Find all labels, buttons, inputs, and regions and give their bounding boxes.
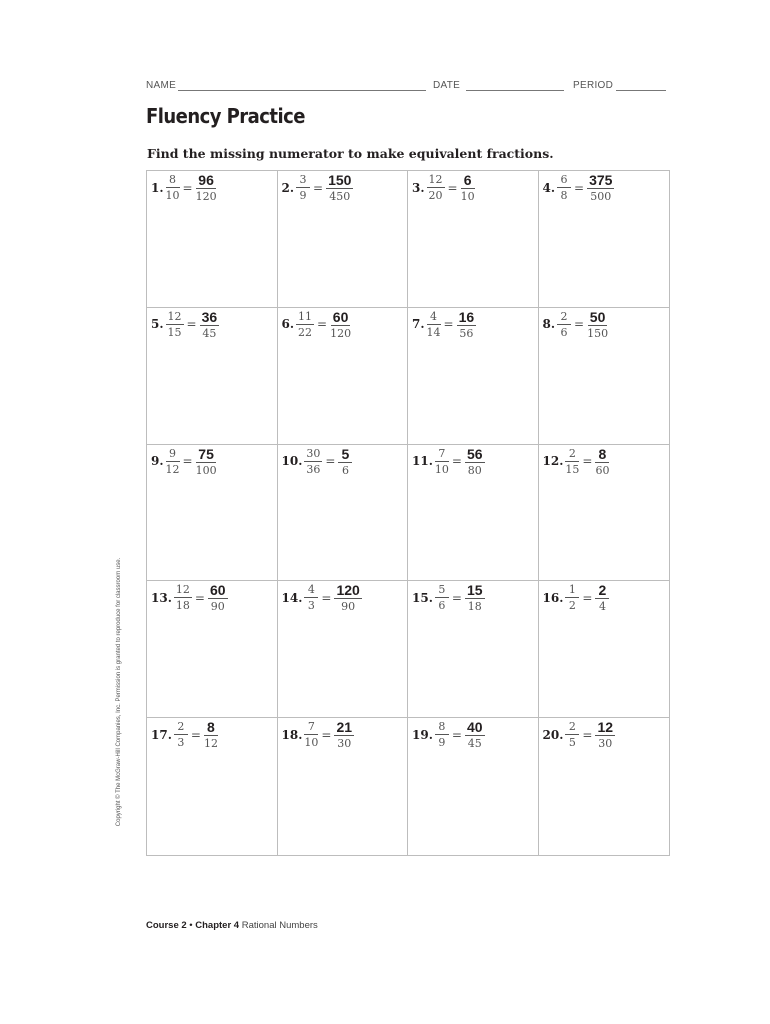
given-denominator: 20 <box>428 189 443 202</box>
problem-grid <box>146 170 670 856</box>
period-blank-line[interactable] <box>616 90 666 91</box>
answer-numerator[interactable]: 120 <box>336 582 360 599</box>
problem-equation <box>412 173 475 202</box>
given-denominator: 3 <box>177 736 185 750</box>
problem-equation <box>151 173 217 202</box>
problem-cell <box>147 718 278 855</box>
equivalent-fraction <box>587 310 608 339</box>
answer-numerator[interactable]: 5 <box>338 447 352 463</box>
equals-sign: = <box>451 454 462 469</box>
equals-sign: = <box>447 180 458 195</box>
problem-equation <box>282 173 354 202</box>
answer-numerator[interactable]: 50 <box>589 308 606 325</box>
answer-numerator[interactable]: 60 <box>209 582 226 599</box>
answer-numerator[interactable]: 15 <box>466 582 483 599</box>
problem-cell <box>539 718 670 855</box>
problem-equation <box>282 447 353 476</box>
problem-cell <box>408 445 539 582</box>
given-numerator: 1 <box>565 584 579 598</box>
equivalent-fraction <box>465 583 485 612</box>
equivalent-denominator: 90 <box>341 600 356 614</box>
problem-number: 11. <box>412 454 433 469</box>
given-numerator: 4 <box>427 311 441 325</box>
problem-equation <box>151 583 228 612</box>
footer-chapter: Chapter 4 <box>195 920 240 931</box>
problem-equation <box>151 310 219 339</box>
given-fraction <box>296 174 310 201</box>
given-denominator: 5 <box>568 736 576 750</box>
equivalent-denominator: 150 <box>587 326 609 340</box>
equals-sign: = <box>182 454 193 469</box>
equals-sign: = <box>190 727 201 742</box>
given-fraction <box>427 311 441 338</box>
problem-number: 17. <box>151 727 172 742</box>
problem-cell <box>408 171 539 308</box>
given-numerator: 2 <box>174 721 188 735</box>
period-label: PERIOD <box>573 80 614 91</box>
given-numerator: 2 <box>557 311 571 325</box>
answer-numerator[interactable]: 60 <box>332 308 349 325</box>
problem-equation <box>282 720 355 749</box>
footer-bullet: • <box>189 920 193 931</box>
problem-equation <box>151 447 217 476</box>
given-numerator: 8 <box>166 174 180 188</box>
problem-cell <box>278 445 409 582</box>
equivalent-denominator: 18 <box>467 600 482 614</box>
problem-cell <box>147 308 278 445</box>
problem-equation <box>543 310 609 339</box>
answer-numerator[interactable]: 6 <box>461 173 475 189</box>
equivalent-fraction <box>330 310 351 339</box>
given-denominator: 14 <box>426 325 441 339</box>
given-denominator: 10 <box>434 462 449 476</box>
problem-cell <box>408 718 539 855</box>
equals-sign: = <box>321 727 332 742</box>
problem-number: 16. <box>542 590 564 605</box>
equivalent-fraction <box>465 447 485 476</box>
problem-equation <box>543 720 616 749</box>
given-denominator: 22 <box>298 325 313 339</box>
equivalent-denominator: 90 <box>210 600 225 614</box>
equals-sign: = <box>321 590 332 605</box>
given-numerator: 12 <box>175 583 190 597</box>
answer-numerator[interactable]: 8 <box>204 720 218 736</box>
given-fraction <box>435 448 449 475</box>
answer-numerator[interactable]: 12 <box>597 719 614 736</box>
answer-numerator[interactable]: 16 <box>458 308 475 325</box>
equivalent-denominator: 4 <box>598 600 606 614</box>
equivalent-denominator: 100 <box>195 463 217 477</box>
given-denominator: 12 <box>165 462 180 476</box>
equals-sign: = <box>582 727 593 742</box>
given-numerator: 3 <box>296 174 310 188</box>
equivalent-fraction <box>595 447 609 476</box>
equals-sign: = <box>451 727 462 742</box>
equivalent-denominator: 10 <box>460 190 475 203</box>
given-fraction <box>435 584 449 611</box>
equals-sign: = <box>582 590 593 605</box>
given-numerator: 8 <box>435 721 449 735</box>
given-denominator: 6 <box>560 325 568 339</box>
given-denominator: 15 <box>565 462 580 476</box>
equals-sign: = <box>313 180 324 195</box>
equivalent-fraction <box>208 583 228 612</box>
problem-number: 2. <box>281 180 295 195</box>
copyright-notice: Copyright © The McGraw-Hill Companies, Inc. Permission is granted to reproduce for classroom use. <box>116 557 122 827</box>
given-fraction <box>557 311 571 338</box>
equivalent-fraction <box>204 720 218 749</box>
problem-equation <box>412 310 476 339</box>
given-denominator: 18 <box>175 599 190 613</box>
problem-equation <box>412 720 485 749</box>
problem-cell <box>539 308 670 445</box>
problem-number: 9. <box>151 454 164 469</box>
equals-sign: = <box>194 590 205 605</box>
equivalent-denominator: 450 <box>329 190 351 203</box>
equivalent-denominator: 500 <box>590 190 612 203</box>
equals-sign: = <box>182 180 193 195</box>
given-numerator: 2 <box>565 448 579 462</box>
equivalent-fraction <box>465 720 485 749</box>
given-numerator: 7 <box>304 721 318 735</box>
given-numerator: 5 <box>435 584 449 598</box>
given-numerator: 30 <box>306 446 321 460</box>
equivalent-fraction <box>595 583 609 612</box>
problem-number: 15. <box>412 590 433 605</box>
problem-number: 3. <box>412 180 425 195</box>
answer-numerator[interactable]: 36 <box>201 308 218 325</box>
given-denominator: 36 <box>306 462 321 476</box>
equivalent-fraction <box>326 173 353 202</box>
problem-number: 19. <box>412 727 433 742</box>
given-fraction <box>174 721 188 748</box>
problem-cell <box>147 171 278 308</box>
equivalent-fraction <box>461 173 475 202</box>
given-fraction <box>304 721 318 748</box>
given-numerator: 11 <box>298 309 313 323</box>
equivalent-denominator: 60 <box>595 463 610 477</box>
given-fraction <box>565 448 579 475</box>
problem-cell <box>278 308 409 445</box>
footer-course: Course 2 <box>146 920 187 931</box>
equals-sign: = <box>574 317 585 332</box>
given-fraction <box>304 448 322 475</box>
problem-number: 14. <box>281 590 303 605</box>
equals-sign: = <box>574 180 585 195</box>
name-label: NAME <box>146 80 177 91</box>
equivalent-fraction <box>457 310 477 339</box>
equals-sign: = <box>317 317 328 332</box>
problem-equation <box>412 447 485 476</box>
equals-sign: = <box>451 590 462 605</box>
problem-cell <box>408 581 539 718</box>
given-fraction <box>166 311 184 338</box>
given-fraction <box>565 721 579 748</box>
given-numerator: 2 <box>565 721 579 735</box>
given-denominator: 9 <box>438 736 446 750</box>
equivalent-denominator: 30 <box>598 737 613 751</box>
problem-number: 5. <box>151 317 164 332</box>
equivalent-denominator: 30 <box>337 737 352 751</box>
problem-cell <box>408 308 539 445</box>
problem-number: 10. <box>281 454 303 469</box>
equivalent-denominator: 12 <box>203 737 218 751</box>
problem-cell <box>539 171 670 308</box>
problem-number: 18. <box>281 727 303 742</box>
problem-cell <box>147 581 278 718</box>
instructions: Find the missing numerator to make equivalent fractions. <box>147 146 554 161</box>
answer-numerator[interactable]: 96 <box>198 172 214 188</box>
given-numerator: 6 <box>557 174 571 188</box>
problem-number: 1. <box>151 180 164 195</box>
given-denominator: 8 <box>560 189 568 202</box>
given-denominator: 10 <box>304 736 319 750</box>
equivalent-fraction <box>587 173 614 202</box>
date-label: DATE <box>433 80 461 91</box>
given-fraction <box>427 174 445 201</box>
problem-equation <box>543 173 615 202</box>
problem-number: 4. <box>542 180 556 195</box>
problem-equation <box>282 583 362 612</box>
given-numerator: 4 <box>304 584 318 598</box>
given-denominator: 15 <box>167 325 182 339</box>
answer-numerator[interactable]: 75 <box>198 445 214 462</box>
problem-cell <box>539 445 670 582</box>
problem-number: 8. <box>542 317 556 332</box>
given-numerator: 9 <box>166 448 180 462</box>
problem-equation <box>543 583 610 612</box>
answer-numerator[interactable]: 21 <box>336 719 353 736</box>
problem-equation <box>543 447 610 476</box>
equivalent-denominator: 80 <box>467 463 482 477</box>
equivalent-fraction <box>595 720 615 749</box>
problem-cell <box>278 718 409 855</box>
given-numerator: 12 <box>428 173 443 186</box>
given-fraction <box>166 174 180 201</box>
equivalent-fraction <box>334 583 361 612</box>
equivalent-fraction <box>196 173 217 202</box>
given-denominator: 3 <box>307 599 315 613</box>
answer-numerator[interactable]: 150 <box>328 172 352 188</box>
given-fraction <box>565 584 579 611</box>
given-fraction <box>296 311 314 338</box>
given-numerator: 12 <box>167 309 182 323</box>
given-denominator: 2 <box>568 599 576 613</box>
name-blank-line[interactable] <box>178 90 426 91</box>
equivalent-denominator: 56 <box>459 326 474 340</box>
page-footer <box>146 920 318 931</box>
equivalent-fraction <box>196 447 217 476</box>
problem-equation <box>282 310 352 339</box>
date-blank-line[interactable] <box>466 90 564 91</box>
answer-numerator[interactable]: 2 <box>595 583 609 599</box>
equals-sign: = <box>186 317 197 332</box>
equivalent-denominator: 45 <box>467 737 482 751</box>
problem-number: 13. <box>151 590 172 605</box>
equals-sign: = <box>325 454 336 469</box>
equivalent-denominator: 120 <box>330 326 352 340</box>
given-numerator: 7 <box>435 448 449 462</box>
given-denominator: 10 <box>165 189 180 202</box>
answer-numerator[interactable]: 56 <box>466 445 483 462</box>
given-denominator: 9 <box>299 189 307 202</box>
problem-equation <box>151 720 218 749</box>
problem-cell <box>539 581 670 718</box>
given-fraction <box>557 174 571 201</box>
given-fraction <box>304 584 318 611</box>
equals-sign: = <box>582 454 593 469</box>
equals-sign: = <box>443 317 454 332</box>
answer-numerator[interactable]: 40 <box>466 719 483 736</box>
problem-equation <box>412 583 485 612</box>
given-denominator: 6 <box>438 599 446 613</box>
equivalent-fraction <box>200 310 220 339</box>
answer-numerator[interactable]: 8 <box>595 447 609 463</box>
equivalent-fraction <box>334 720 354 749</box>
problem-cell <box>147 445 278 582</box>
answer-numerator[interactable]: 375 <box>589 172 613 188</box>
equivalent-denominator: 120 <box>195 190 217 203</box>
problem-number: 20. <box>542 727 564 742</box>
page-title: Fluency Practice <box>146 104 305 128</box>
given-fraction <box>174 584 192 611</box>
problem-number: 12. <box>542 454 564 469</box>
equivalent-denominator: 6 <box>341 463 349 477</box>
problem-number: 6. <box>281 317 295 332</box>
given-fraction <box>166 448 180 475</box>
problem-number: 7. <box>412 317 425 332</box>
footer-chapter-title: Rational Numbers <box>241 920 318 931</box>
student-info-header <box>146 80 668 94</box>
problem-cell <box>278 171 409 308</box>
equivalent-denominator: 45 <box>202 326 217 340</box>
problem-cell <box>278 581 409 718</box>
given-fraction <box>435 721 449 748</box>
equivalent-fraction <box>338 447 352 476</box>
